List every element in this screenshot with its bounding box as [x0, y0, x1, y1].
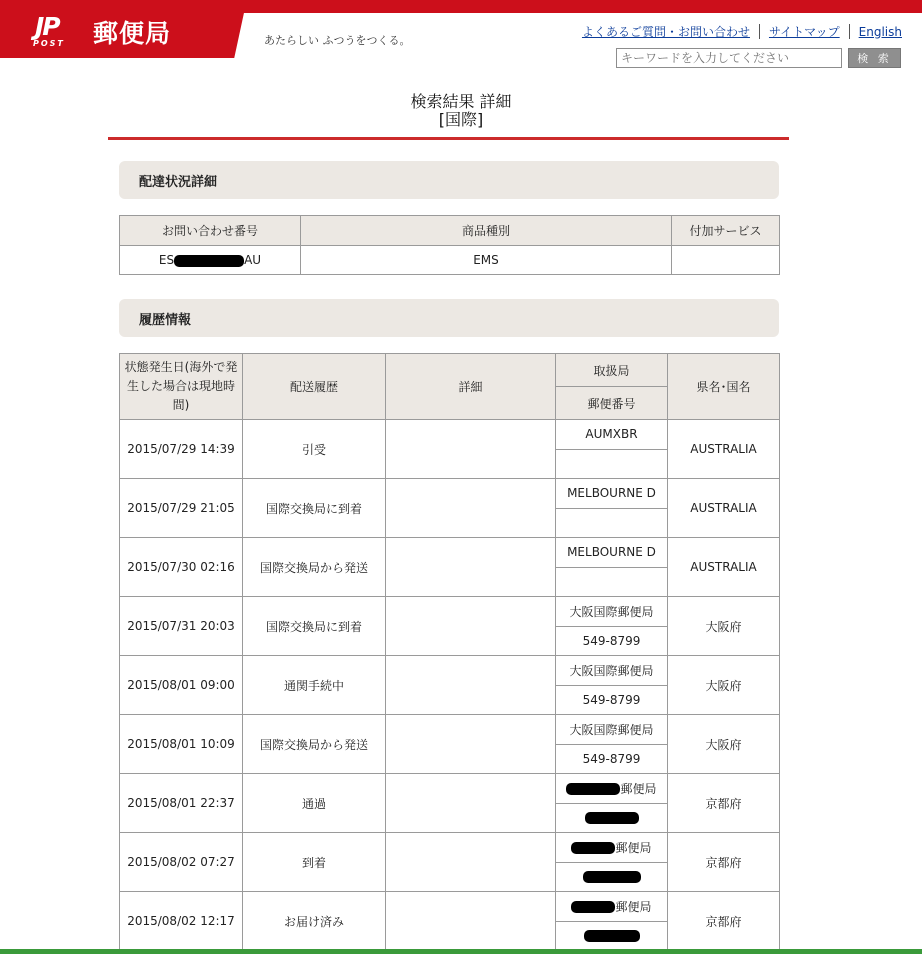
region-cell: 京都府: [668, 774, 780, 833]
status-cell: 国際交換局に到着: [243, 479, 386, 538]
status-cell: 国際交換局から発送: [243, 715, 386, 774]
detail-cell: [386, 892, 556, 951]
postal-cell: 549-8799: [556, 626, 668, 656]
history-row: [120, 833, 780, 863]
postal-cell: [556, 508, 668, 538]
tracking-number-cell: [120, 246, 301, 275]
search-button[interactable]: 検 索: [848, 48, 901, 68]
date-cell: 2015/08/02 12:17: [120, 892, 243, 951]
additional-service-cell: [672, 246, 780, 275]
status-cell: 国際交換局に到着: [243, 597, 386, 656]
date-cell: 2015/08/01 10:09: [120, 715, 243, 774]
date-cell: 2015/07/31 20:03: [120, 597, 243, 656]
tracking-number-header: お問い合わせ番号: [120, 216, 301, 246]
office-cell: [556, 892, 668, 922]
redacted-block: [585, 812, 639, 824]
postal-cell: [556, 803, 668, 833]
sitemap-link[interactable]: サイトマップ: [768, 25, 840, 39]
postal-cell: [556, 862, 668, 892]
status-cell: 通過: [243, 774, 386, 833]
region-header: 県名･国名: [668, 354, 780, 420]
summary-table: [119, 215, 780, 275]
tagline: あたらしい ふつうをつくる。: [264, 34, 411, 47]
search-input[interactable]: [616, 48, 842, 68]
status-cell: 引受: [243, 420, 386, 479]
date-header: 状態発生日(海外で発生した場合は現地時間): [120, 354, 243, 420]
history-row: [120, 479, 780, 509]
detail-cell: [386, 774, 556, 833]
additional-service-header: 付加サービス: [672, 216, 780, 246]
date-cell: 2015/07/30 02:16: [120, 538, 243, 597]
detail-cell: [386, 597, 556, 656]
detail-cell: [386, 833, 556, 892]
page-title: [0, 93, 922, 129]
postal-header: 郵便番号: [556, 387, 668, 420]
redacted-block: [584, 930, 640, 942]
date-cell: 2015/08/01 22:37: [120, 774, 243, 833]
office-cell: MELBOURNE D: [556, 479, 668, 509]
region-cell: 大阪府: [668, 597, 780, 656]
history-row: [120, 656, 780, 686]
region-cell: AUSTRALIA: [668, 479, 780, 538]
postal-cell: [556, 567, 668, 597]
jp-logo-mark[interactable]: JP: [35, 12, 59, 41]
history-row: [120, 715, 780, 745]
status-cell: 国際交換局から発送: [243, 538, 386, 597]
region-cell: 大阪府: [668, 656, 780, 715]
site-header: [0, 0, 922, 80]
redacted-block: [571, 842, 615, 854]
office-name: 郵便局: [620, 781, 657, 796]
region-cell: 大阪府: [668, 715, 780, 774]
summary-row: [120, 246, 780, 275]
detail-cell: [386, 420, 556, 479]
tracking-suffix: AU: [244, 253, 262, 267]
detail-header: 詳細: [386, 354, 556, 420]
postal-cell: [556, 449, 668, 479]
region-cell: 京都府: [668, 892, 780, 951]
office-cell: [556, 833, 668, 863]
history-row: [120, 774, 780, 804]
postal-cell: 549-8799: [556, 744, 668, 774]
history-header-row: [120, 354, 780, 387]
redacted-block: [566, 783, 620, 795]
date-cell: 2015/08/01 09:00: [120, 656, 243, 715]
status-cell: 通関手続中: [243, 656, 386, 715]
office-cell: AUMXBR: [556, 420, 668, 450]
office-header: 取扱局: [556, 354, 668, 387]
status-cell: 到着: [243, 833, 386, 892]
delivery-status-heading: 配達状況詳細: [119, 161, 779, 199]
link-divider: [849, 24, 850, 39]
region-cell: AUSTRALIA: [668, 420, 780, 479]
detail-cell: [386, 479, 556, 538]
product-type-header: 商品種別: [301, 216, 672, 246]
date-cell: 2015/08/02 07:27: [120, 833, 243, 892]
date-cell: 2015/07/29 14:39: [120, 420, 243, 479]
history-table: [119, 353, 780, 951]
region-cell: 京都府: [668, 833, 780, 892]
summary-header-row: [120, 216, 780, 246]
history-heading: 履歴情報: [119, 299, 779, 337]
history-body: [120, 420, 780, 951]
office-name: 郵便局: [615, 840, 652, 855]
faq-link[interactable]: よくあるご質問・お問い合わせ: [581, 25, 750, 39]
office-cell: 大阪国際郵便局: [556, 715, 668, 745]
office-name: 郵便局: [615, 899, 652, 914]
status-header: 配送履歴: [243, 354, 386, 420]
history-row: [120, 892, 780, 922]
detail-cell: [386, 656, 556, 715]
page-title-line2: [国際]: [438, 110, 484, 129]
detail-cell: [386, 715, 556, 774]
redacted-block: [174, 255, 244, 267]
postal-cell: [556, 921, 668, 951]
office-cell: MELBOURNE D: [556, 538, 668, 568]
history-row: [120, 538, 780, 568]
product-type-cell: EMS: [301, 246, 672, 275]
office-cell: 大阪国際郵便局: [556, 597, 668, 627]
office-cell: 大阪国際郵便局: [556, 656, 668, 686]
english-link[interactable]: English: [858, 24, 902, 39]
tracking-prefix: ES: [158, 253, 175, 267]
link-divider: [759, 24, 760, 39]
post-logo-text: POST: [33, 39, 65, 48]
redacted-block: [583, 871, 641, 883]
postal-cell: 549-8799: [556, 685, 668, 715]
history-row: [120, 420, 780, 450]
bottom-bar: [0, 949, 922, 954]
history-row: [120, 597, 780, 627]
detail-cell: [386, 538, 556, 597]
office-cell: [556, 774, 668, 804]
status-cell: お届け済み: [243, 892, 386, 951]
date-cell: 2015/07/29 21:05: [120, 479, 243, 538]
redacted-block: [571, 901, 615, 913]
brand-name[interactable]: 郵便局: [93, 19, 172, 48]
header-links: [582, 23, 902, 40]
page-title-line1: 検索結果 詳細: [410, 92, 512, 111]
title-divider: [108, 137, 789, 140]
region-cell: AUSTRALIA: [668, 538, 780, 597]
